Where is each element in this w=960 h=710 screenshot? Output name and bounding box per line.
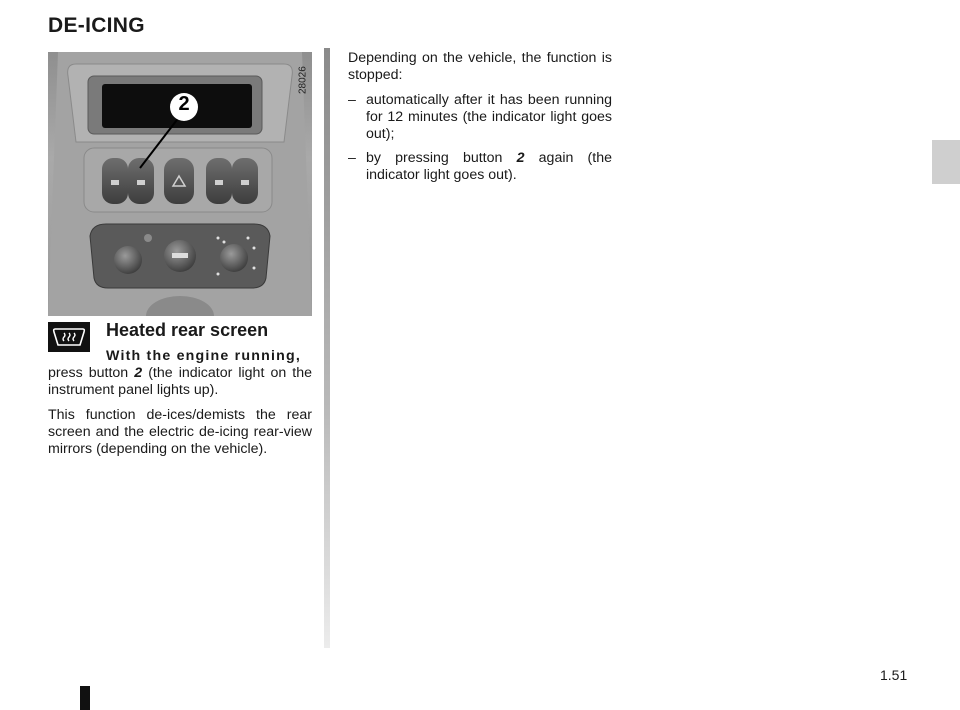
list-dash: – [348,92,356,108]
list-item [348,150,612,184]
column-divider [324,48,330,648]
page-title: DE-ICING [48,14,145,37]
callout-label: 2 [178,93,190,115]
list-item-text [366,150,612,184]
paragraph-text: press button [48,365,135,381]
paragraph-engine-running [48,348,312,399]
stop-intro: Depending on the vehicle, the function is stopped: [348,50,612,83]
dashboard-console-drawing [48,52,312,316]
list-item-text: automatically after it has been running for 12 minutes (the indicator light goes out); [366,92,612,142]
figure-reference: 28026 [297,66,309,94]
button-ref: 2 [134,365,143,381]
paragraph-lead: With the engine running, [106,348,301,364]
paragraph-function: This function de-ices/demists the rear screen and the electric de-icing rear-view mirrors (depending on the vehicle). [48,407,312,457]
paragraph-text: (the indicator light on the instrument panel lights up). [48,365,312,398]
section-tab [932,140,960,184]
list-dash: – [348,150,356,166]
button-ref: 2 [516,150,525,166]
page-number: 1.51 [880,667,908,683]
section-heading: Heated rear screen [106,320,269,340]
list-item-text-part: by pressing button [366,150,517,166]
page-edge-mark [80,686,90,710]
list-item [348,92,612,143]
dashboard-illustration [48,52,312,316]
list-item-text-part: again (the indicator light goes out). [366,150,612,183]
